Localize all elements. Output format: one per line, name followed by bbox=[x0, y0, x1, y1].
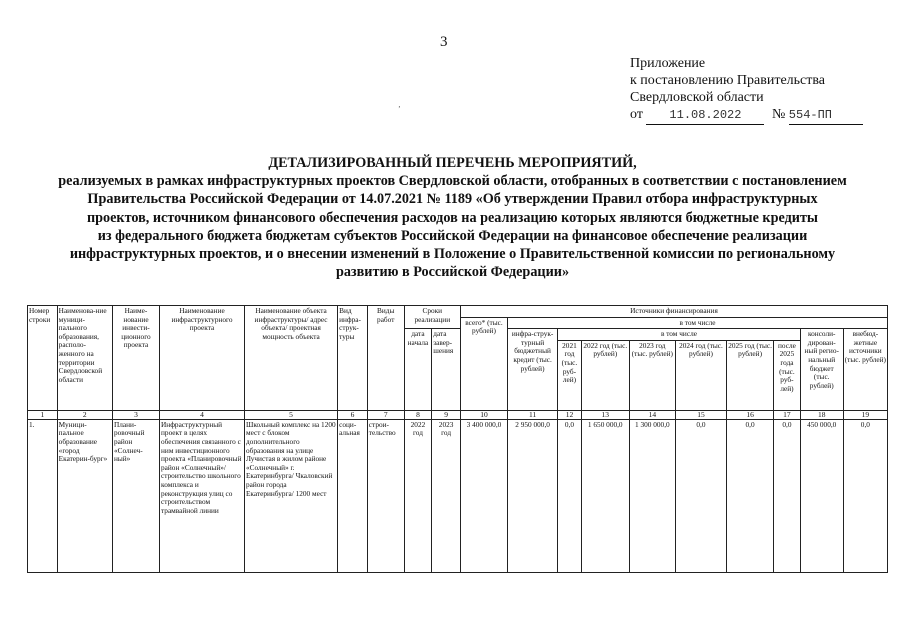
header-infra-project: Наименование инфраструктурного проекта bbox=[160, 306, 245, 411]
title-line-1: ДЕТАЛИЗИРОВАННЫЙ ПЕРЕЧЕНЬ МЕРОПРИЯТИЙ, bbox=[268, 155, 637, 171]
title-line-4: проектов, источником финансового обеспечения расходов на реализацию которых являются бюджетные кредиты bbox=[86, 209, 819, 226]
column-number: 17 bbox=[774, 410, 801, 419]
header-total: всего* (тыс. рублей) bbox=[460, 317, 507, 410]
title-line-5: из федерального бюджета бюджетам субъектов Российской Федерации на финансовое обеспечение реализации bbox=[97, 227, 808, 244]
header-municipality: Наименова-ние муници-пального образования, располо-женного на территории Свердловской области bbox=[57, 306, 112, 411]
header-extrabudget: внебюд-жетные источники (тыс. рублей) bbox=[843, 329, 887, 411]
resolution-number: 554-ПП bbox=[789, 107, 863, 125]
page-number: 3 bbox=[440, 34, 448, 50]
cell-2021: 0,0 bbox=[558, 419, 582, 572]
cell-infra-type: соци-альная bbox=[338, 419, 368, 572]
cell-2023: 1 300 000,0 bbox=[629, 419, 675, 572]
column-number-row bbox=[28, 410, 888, 419]
header-after-2025: после 2025 года (тыс. руб-лей) bbox=[774, 340, 801, 410]
title-line-2: реализуемых в рамках инфраструктурных проектов Свердловской области, отобранных в соответствии с постановлением bbox=[58, 173, 847, 190]
column-number: 3 bbox=[112, 410, 159, 419]
header-sources: Источники финансирования bbox=[460, 306, 887, 318]
cell-2024: 0,0 bbox=[675, 419, 726, 572]
header-2023: 2023 год (тыс. рублей) bbox=[629, 340, 675, 410]
cell-end: 2023 год bbox=[432, 419, 461, 572]
header-2025: 2025 год (тыс. рублей) bbox=[727, 340, 774, 410]
appendix-line-3: Свердловской области bbox=[630, 90, 764, 105]
header-row-no: Номер строки bbox=[28, 306, 58, 411]
from-label: от bbox=[630, 107, 643, 122]
column-number: 11 bbox=[508, 410, 558, 419]
appendix-date-line bbox=[630, 106, 863, 125]
header-row-1 bbox=[28, 306, 888, 318]
column-number: 5 bbox=[244, 410, 337, 419]
cell-work-type: строи-тельство bbox=[367, 419, 404, 572]
table-row bbox=[28, 419, 888, 572]
column-number: 4 bbox=[160, 410, 245, 419]
cell-2025: 0,0 bbox=[727, 419, 774, 572]
title-line-7: развитию в Российской Федерации» bbox=[335, 264, 570, 281]
resolution-date: 11.08.2022 bbox=[646, 107, 764, 125]
column-number: 12 bbox=[558, 410, 582, 419]
document-title bbox=[20, 154, 885, 281]
header-consolidated: консоли-дирован-ный регио-нальный бюджет (тыс. рублей) bbox=[800, 329, 843, 411]
cell-after-2025: 0,0 bbox=[774, 419, 801, 572]
header-2022: 2022 год (тыс. рублей) bbox=[581, 340, 629, 410]
column-number: 2 bbox=[57, 410, 112, 419]
header-2021: 2021 год (тыс. руб-лей) bbox=[558, 340, 582, 410]
column-number: 8 bbox=[404, 410, 432, 419]
header-infra-type: Вид инфра-струк-туры bbox=[338, 306, 368, 411]
header-including-2: в том числе bbox=[558, 329, 801, 341]
column-number: 6 bbox=[338, 410, 368, 419]
cell-extrabudget: 0,0 bbox=[843, 419, 887, 572]
column-number: 1 bbox=[28, 410, 58, 419]
appendix-block bbox=[630, 55, 863, 125]
header-including: в том числе bbox=[508, 317, 888, 329]
cell-infra-project: Инфраструктурный проект в целях обеспечения связанного с ним инвестиционного проекта «Планировочный район «Солнечный»/ строительство школьного комплекса и реконструкция улиц со строительством трамвайной линии bbox=[160, 419, 245, 572]
header-object: Наименование объекта инфраструктуры/ адрес объекта/ проектная мощность объекта bbox=[244, 306, 337, 411]
measures-table bbox=[27, 305, 888, 573]
column-number: 19 bbox=[843, 410, 887, 419]
cell-total: 3 400 000,0 bbox=[460, 419, 507, 572]
cell-consolidated: 450 000,0 bbox=[800, 419, 843, 572]
title-line-3: Правительства Российской Федерации от 14.07.2021 № 1189 «Об утверждении Правил отбора инфраструктурных bbox=[87, 191, 818, 208]
cell-municipality: Муници-пальное образование «город Екатерин-бург» bbox=[57, 419, 112, 572]
cell-credit: 2 950 000,0 bbox=[508, 419, 558, 572]
scan-speck: ‚ bbox=[398, 100, 401, 109]
cell-row-no: 1. bbox=[28, 419, 58, 572]
column-number: 7 bbox=[367, 410, 404, 419]
header-terms: Сроки реализации bbox=[404, 306, 460, 329]
header-infra-credit: инфра-струк-турный бюджетный кредит (тыс. рублей) bbox=[508, 329, 558, 411]
column-number: 9 bbox=[432, 410, 461, 419]
header-2024: 2024 год (тыс. рублей) bbox=[675, 340, 726, 410]
cell-object: Школьный комплекс на 1200 мест с блоком дополнительного образования на улице Лучистая в жилом районе «Солнечный» г. Екатеринбурга/ Чкаловский район города Екатеринбурга/ 1200 мест bbox=[244, 419, 337, 572]
number-label: № bbox=[771, 107, 786, 122]
column-number: 13 bbox=[581, 410, 629, 419]
column-number: 14 bbox=[629, 410, 675, 419]
header-investment-project: Наиме-нование инвести-ционного проекта bbox=[112, 306, 159, 411]
header-work-types: Виды работ bbox=[367, 306, 404, 411]
title-line-6: инфраструктурных проектов, и о внесении изменений в Положение о Правительственной комиссии по региональному bbox=[69, 246, 836, 263]
header-start-date: дата начала bbox=[404, 329, 432, 411]
column-number: 16 bbox=[727, 410, 774, 419]
appendix-line-1: Приложение bbox=[630, 56, 706, 71]
appendix-line-2: к постановлению Правительства bbox=[630, 73, 826, 88]
column-number: 18 bbox=[800, 410, 843, 419]
cell-start: 2022 год bbox=[404, 419, 432, 572]
column-number: 10 bbox=[460, 410, 507, 419]
column-number: 15 bbox=[675, 410, 726, 419]
cell-2022: 1 650 000,0 bbox=[581, 419, 629, 572]
header-end-date: дата завер-шения bbox=[432, 329, 461, 411]
cell-investment-project: Плани-ровочный район «Солнеч-ный» bbox=[112, 419, 159, 572]
